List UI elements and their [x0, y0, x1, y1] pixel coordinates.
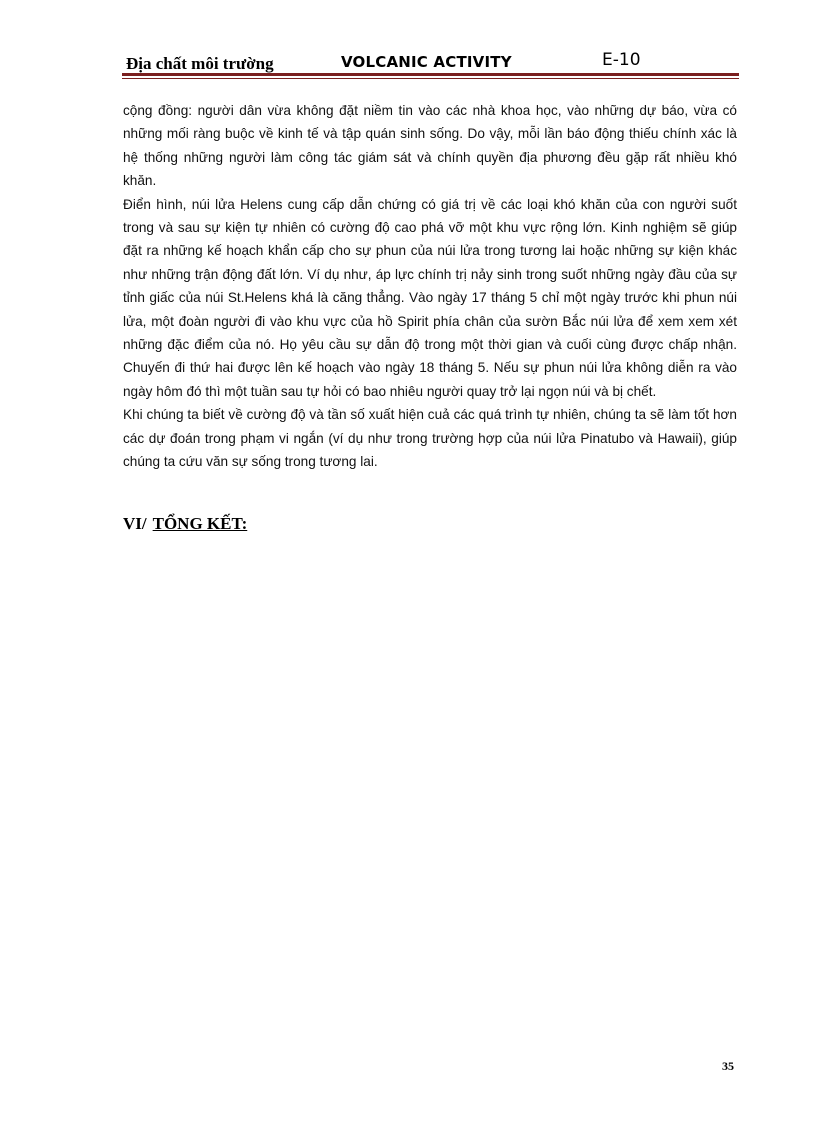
section-title: TỔNG KẾT:: [152, 514, 248, 533]
section-heading: [123, 514, 247, 534]
section-number: VI/: [123, 514, 147, 533]
header-rule-thick: [122, 73, 739, 76]
paragraph-2: Điển hình, núi lửa Helens cung cấp dẫn chứng có giá trị về các loại khó khăn của con người suốt trong và sau sự kiện tự nhiên có cường độ cao phá vỡ một khu vực rộng lớn. Kinh nghiệm sẽ giúp đặt ra những kế hoạch khẩn cấp cho sự phun của núi lửa trong tương lai hoặc những sự kiện khác như những trận động đất lớn. Ví dụ như, áp lực chính trị nảy sinh trong suốt những ngày đầu của sự tỉnh giấc của núi St.Helens khá là căng thẳng. Vào ngày 17 tháng 5 chỉ một ngày trước khi phun núi lửa, một đoàn người đi vào khu vực của hồ Spirit phía chân của sườn Bắc núi lửa để xem xem xét những đặc điểm của nó. Họ yêu cầu sự dẫn độ trong một thời gian và cuối cùng được chấp nhận. Chuyến đi thứ hai được lên kế hoạch vào ngày 18 tháng 5. Nếu sự phun núi lửa không diễn ra vào ngày hôm đó thì một tuần sau tự hỏi có bao nhiêu người quay trở lại ngọn núi và bị chết.: [123, 196, 737, 399]
page-number: 35: [722, 1059, 734, 1073]
page-header: [126, 48, 739, 76]
body-text: [123, 99, 737, 474]
header-subject: Địa chất môi trường: [126, 54, 274, 73]
header-title: VOLCANIC ACTIVITY: [341, 53, 512, 71]
header-code: E-10: [602, 50, 641, 70]
header-rule-thin: [122, 78, 739, 79]
paragraph-3: Khi chúng ta biết về cường độ và tần số xuất hiện cuả các quá trình tự nhiên, chúng ta sẽ làm tốt hơn các dự đoán trong phạm vi ngắn (ví dụ như trong trường hợp của núi lửa Pinatubo và Hawaii), giúp chúng ta cứu văn sự sống trong tương lai.: [123, 407, 737, 470]
paragraph-1: cộng đồng: người dân vừa không đặt niềm tin vào các nhà khoa học, vào những dự báo, vừa có những mối ràng buộc về kinh tế và tập quán sinh sống. Do vậy, mỗi lần báo động thiếu chính xác là hệ thống những người làm công tác giám sát và chính quyền địa phương đều gặp rất nhiều khó khăn.: [123, 103, 737, 189]
